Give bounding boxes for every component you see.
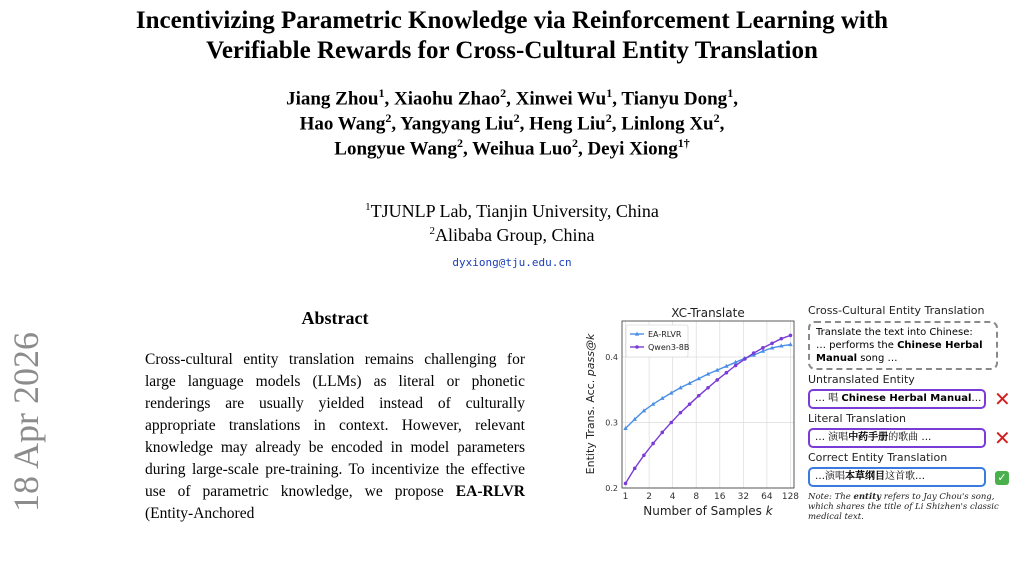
diagram-header: Cross-Cultural Entity Translation	[808, 304, 985, 317]
data-point-qwen3-8b	[624, 482, 628, 486]
author-name: Longyue Wang	[334, 138, 457, 160]
author-affiliation-mark: 1†	[677, 136, 690, 150]
y-axis-label-metric: pass@k	[584, 333, 597, 377]
author-name: Deyi Xiong	[587, 138, 678, 160]
y-tick-label: 0.4	[605, 353, 618, 363]
title-line-1: Incentivizing Parametric Knowledge via Reinforcement Learning with	[135, 7, 889, 34]
x-tick-label: 8	[693, 492, 700, 502]
diagram-note	[808, 492, 1020, 522]
author-affiliation-mark: 1	[727, 86, 734, 100]
x-tick-label: 2	[646, 492, 652, 502]
entity-translation-diagram	[808, 304, 1020, 522]
data-point-qwen3-8b	[706, 386, 710, 390]
correct-row	[808, 467, 1020, 487]
note-emphasis: entity	[853, 492, 882, 502]
affiliation-text: Alibaba Group, China	[435, 225, 595, 245]
author-name: Linlong Xu	[621, 113, 714, 135]
source-entity: Chinese Herbal Manual	[816, 340, 983, 364]
x-axis-ticks	[623, 492, 800, 502]
affiliation-1	[0, 196, 1024, 222]
y-tick-label: 0.3	[605, 418, 618, 428]
data-point-qwen3-8b	[725, 371, 729, 375]
legend-label: EA-RLVR	[648, 330, 682, 339]
author-line-1: Jiang Zhou$^1$, Xiaohu Zhao$^2$, Xinwei Wu$^1$, Tianyu Dong$^1$,	[286, 86, 738, 110]
data-point-qwen3-8b	[715, 378, 719, 382]
author-name: Jiang Zhou	[286, 88, 379, 110]
prompt-text: … performs the	[816, 340, 898, 351]
wrong-mark-icon: ✕	[994, 387, 1011, 411]
x-tick-label: 1	[622, 492, 629, 502]
data-point-qwen3-8b	[770, 341, 774, 345]
author-name: Tianyu Dong	[621, 88, 728, 110]
output-text: …	[971, 393, 982, 404]
author-name: Hao Wang	[299, 113, 386, 135]
abstract-text-continued: (Entity-Anchored	[145, 505, 255, 522]
affiliation-mark: 2	[429, 225, 436, 237]
untranslated-header: Untranslated Entity	[808, 373, 915, 386]
author-line-2: Hao Wang$^2$, Yangyang Liu$^2$, Heng Liu$^2$, Linlong Xu$^2$,	[299, 111, 725, 135]
source-prompt-box	[808, 321, 998, 370]
data-point-qwen3-8b	[789, 334, 793, 338]
data-point-qwen3-8b	[734, 364, 738, 368]
y-axis-label: Entity Trans. Acc. pass@k	[584, 333, 597, 475]
output-entity: 中药手册	[848, 432, 889, 443]
affiliation-mark: 1	[365, 201, 371, 213]
untranslated-output	[808, 389, 986, 409]
paper-title	[0, 6, 1024, 66]
y-axis-ticks	[605, 353, 618, 493]
check-mark-container	[994, 468, 1010, 486]
data-point-qwen3-8b	[642, 453, 646, 457]
x-axis-label: Number of Samples k	[643, 504, 773, 518]
author-name: Xinwei Wu	[515, 88, 607, 110]
author-name: Xiaohu Zhao	[393, 88, 501, 110]
abstract-heading: Abstract	[301, 308, 369, 328]
data-point-qwen3-8b	[752, 351, 756, 355]
x-tick-label: 32	[737, 492, 750, 502]
affiliation-text: TJUNLP Lab, Tianjin University, China	[370, 201, 659, 221]
author-affiliation-mark: 1	[606, 86, 613, 100]
author-affiliation-mark: 2	[713, 111, 720, 125]
check-mark-icon: ✓	[995, 471, 1009, 485]
literal-row	[808, 428, 1020, 448]
corresponding-email[interactable]: dyxiong@tju.edu.cn	[452, 256, 572, 269]
note-text: Note: The	[808, 492, 854, 502]
note-text: refers to Jay Chou's song, which shares the title of Li Shizhen's classic medical text.	[808, 492, 999, 522]
legend-label: Qwen3-8B	[648, 343, 690, 352]
output-text: … 演唱	[815, 432, 849, 443]
data-point-qwen3-8b	[697, 394, 701, 398]
author-name: Heng Liu	[529, 113, 606, 135]
data-point-qwen3-8b	[669, 421, 673, 425]
literal-header: Literal Translation	[808, 412, 907, 425]
author-line-3: Longyue Wang$^2$, Weihua Luo$^2$, Deyi Xiong$^{1\dagger}$	[334, 136, 690, 160]
author-affiliation-mark: 2	[500, 86, 507, 100]
author-affiliation-mark: 2	[513, 111, 520, 125]
pass-at-k-chart	[578, 300, 804, 525]
x-tick-label: 4	[669, 492, 676, 502]
output-text: … 唱	[815, 393, 842, 404]
prompt-instruction: Translate the text into Chinese:	[816, 327, 973, 338]
prompt-source-text	[816, 339, 990, 365]
data-point-qwen3-8b	[660, 431, 664, 435]
author-affiliation-mark: 2	[571, 136, 578, 150]
affiliation-2	[0, 220, 1024, 246]
output-entity: Chinese Herbal Manual	[841, 393, 972, 404]
abstract-body	[145, 349, 525, 525]
author-affiliation-mark: 1	[378, 86, 385, 100]
output-text: …演唱	[815, 471, 845, 482]
arxiv-date-stamp: 18 Apr 2026	[6, 332, 46, 512]
untranslated-row	[808, 389, 1020, 409]
output-text: 的歌曲 …	[888, 432, 932, 443]
output-text: 这首歌…	[885, 471, 925, 482]
method-name: EA-RLVR	[455, 483, 525, 500]
data-point-qwen3-8b	[688, 402, 692, 406]
title-line-2: Verifiable Rewards for Cross-Cultural Entity Translation	[206, 37, 818, 64]
prompt-text: song …	[857, 353, 898, 364]
correct-header: Correct Entity Translation	[808, 451, 948, 464]
data-point-qwen3-8b	[679, 411, 683, 415]
data-point-qwen3-8b	[743, 357, 747, 361]
abstract-text: Cross-cultural entity translation remains challenging for large language models (LLMs) as literal or phonetic renderings are usually yielded instead of culturally appropriate translations in context. However, relevant knowledge may already be encoded in model parameters during large-scale pre-training. To incentivize the effective use of parametric knowledge, we propose	[145, 351, 525, 500]
author-affiliation-mark: 2	[456, 136, 463, 150]
y-tick-label: 0.2	[605, 484, 618, 493]
correct-output	[808, 467, 986, 487]
series-line-qwen3-8b	[626, 335, 791, 483]
data-point-qwen3-8b	[761, 346, 765, 350]
x-tick-label: 16	[714, 492, 726, 502]
author-name: Yangyang Liu	[400, 113, 514, 135]
output-entity: 本草纲目	[845, 471, 885, 482]
legend-marker-circle	[635, 345, 639, 349]
chart-legend	[626, 325, 689, 357]
literal-output	[808, 428, 986, 448]
wrong-mark-icon: ✕	[994, 426, 1011, 450]
data-point-qwen3-8b	[651, 442, 655, 446]
chart-title: XC-Translate	[671, 306, 745, 320]
data-point-qwen3-8b	[779, 337, 783, 341]
x-tick-label: 128	[781, 492, 800, 502]
x-axis-label-variable: k	[765, 504, 773, 518]
data-point-qwen3-8b	[633, 467, 637, 471]
author-affiliation-mark: 2	[385, 111, 392, 125]
author-name: Weihua Luo	[472, 138, 572, 160]
x-tick-label: 64	[761, 492, 773, 502]
author-affiliation-mark: 2	[605, 111, 612, 125]
